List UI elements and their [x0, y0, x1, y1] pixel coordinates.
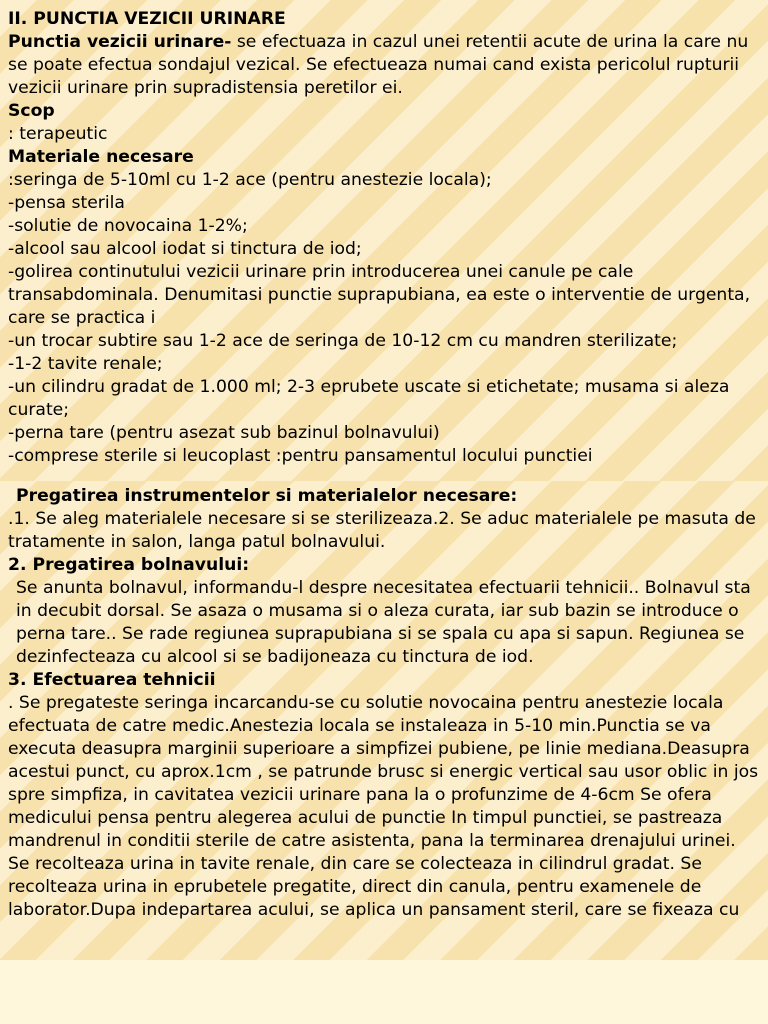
technique-text: . Se pregateste seringa incarcandu-se cu solutie novocaina pentru anestezie locala efectuata de catre medic.Anestezia locala se instaleaza in 5-10 min.Punctia se va executa deasupra marginii superioare a simpfizei pubiene, pe linie mediana.Deasupra acestui punct, cu aprox.1cm , se patrunde brusc si energic vertical sau usor oblic in jos spre simpfiza, in cavitatea vezicii urinare pana la o profunzime de 4-6cm Se ofera medicului pensa pentru alegerea acului de punctie In timpul punctiei, se pastreaza mandrenul in conditii sterile de catre asistenta, pana la terminarea drenajului urinei. Se recolteaza urina in tavite renale, din care se colecteaza in cilindrul gradat. Se recolteaza urina in eprubetele pregatite, direct din canula, pentru examenele de laborator.Dupa indepartarea acului, se aplica un pansament steril, care se fixeaza cu	[8, 693, 759, 920]
technique-heading: 3. Efectuarea tehnicii	[8, 670, 216, 690]
scope-heading: Scop	[8, 101, 55, 121]
slide-punctie-intro	[0, 0, 768, 481]
intro-paragraph	[8, 31, 760, 100]
scope-text: : terapeutic	[8, 124, 108, 144]
list-item: :seringa de 5-10ml cu 1-2 ace (pentru anestezie locala);	[8, 170, 492, 190]
list-item: -un cilindru gradat de 1.000 ml; 2-3 eprubete uscate si etichetate; musama si aleza curate;	[8, 377, 730, 420]
page-background-band	[0, 960, 768, 1024]
prep-heading: Pregatirea instrumentelor si materialelor necesare:	[16, 486, 518, 506]
list-item: -un trocar subtire sau 1-2 ace de seringa de 10-12 cm cu mandren sterilizate;	[8, 331, 678, 351]
list-item: -alcool sau alcool iodat si tinctura de iod;	[8, 239, 362, 259]
materials-list	[8, 169, 760, 468]
list-item: -pensa sterila	[8, 193, 125, 213]
list-item: -golirea continutului vezicii urinare prin introducerea unei canule pe cale transabdominala. Denumitasi punctie suprapubiana, ea este o interventie de urgenta, care se practica i	[8, 262, 751, 328]
materials-heading: Materiale necesare	[8, 147, 194, 167]
list-item: -comprese sterile si leucoplast :pentru pansamentul locului punctiei	[8, 446, 593, 466]
slide-punctie-procedure	[0, 481, 768, 960]
prep-text: .1. Se aleg materialele necesare si se sterilizeaza.2. Se aduc materialele pe masuta de tratamente in salon, langa patul bolnavului.	[8, 509, 756, 552]
intro-term: Punctia vezicii urinare-	[8, 32, 232, 52]
intro-definition: se efectuaza in cazul unei retentii acute de urina la care nu se poate efectua sondajul vezical. Se efectueaza numai cand exista pericolul rupturii vezicii urinare prin supradistensia peretilor ei.	[8, 32, 749, 98]
list-item: -solutie de novocaina 1-2%;	[8, 216, 248, 236]
patient-heading: 2. Pregatirea bolnavului:	[8, 555, 250, 575]
patient-text: Se anunta bolnavul, informandu-l despre necesitatea efectuarii tehnicii.. Bolnavul sta in decubit dorsal. Se asaza o musama si o aleza curata, iar sub bazin se introduce o perna tare.. Se rade regiunea suprapubiana si se spala cu apa si sapun. Regiunea se dezinfecteaza cu alcool si se badijoneaza cu tinctura de iod.	[16, 578, 751, 667]
slide-title: II. PUNCTIA VEZICII URINARE	[8, 9, 286, 29]
list-item: -1-2 tavite renale;	[8, 354, 163, 374]
list-item: -perna tare (pentru asezat sub bazinul bolnavului)	[8, 423, 440, 443]
